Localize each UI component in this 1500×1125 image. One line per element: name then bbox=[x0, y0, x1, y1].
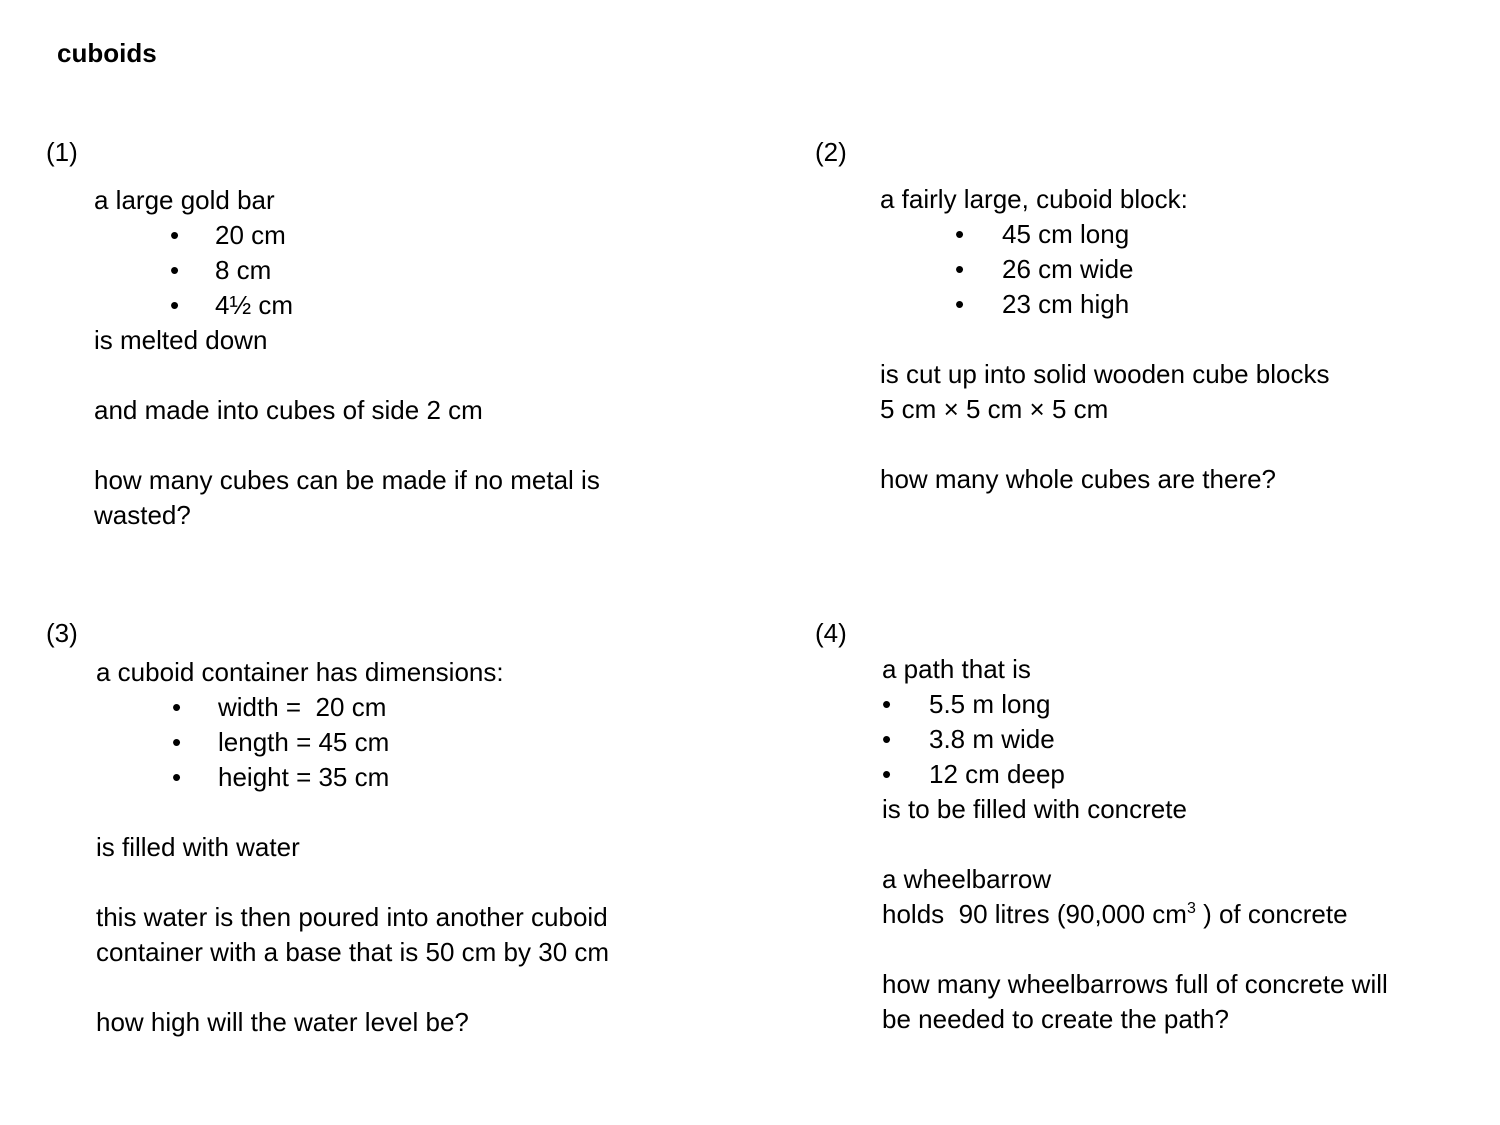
bullet-item: height = 35 cm bbox=[218, 762, 390, 792]
problem-line: and made into cubes of side 2 cm bbox=[94, 395, 483, 425]
bullet-icon: • bbox=[882, 689, 892, 719]
page-title: cuboids bbox=[57, 38, 157, 68]
problem-number: (1) bbox=[46, 137, 78, 167]
problem-line: is to be filled with concrete bbox=[882, 794, 1187, 824]
superscript: 3 bbox=[1186, 900, 1196, 917]
bullet-item: length = 45 cm bbox=[218, 727, 390, 757]
bullet-icon: • bbox=[172, 762, 182, 792]
problem-line: 5 cm × 5 cm × 5 cm bbox=[880, 394, 1109, 424]
bullet-icon: • bbox=[170, 290, 180, 320]
bullet-icon: • bbox=[882, 724, 892, 754]
bullet-item: 26 cm wide bbox=[1002, 254, 1134, 284]
problem-line: how high will the water level be? bbox=[96, 1007, 469, 1037]
problem-line: a path that is bbox=[882, 654, 1031, 684]
problem-number: (4) bbox=[815, 618, 847, 648]
bullet-icon: • bbox=[172, 727, 182, 757]
line-text: holds 90 litres (90,000 cm bbox=[882, 899, 1187, 929]
line-text-after: ) of concrete bbox=[1195, 899, 1348, 929]
bullet-item: 12 cm deep bbox=[929, 759, 1065, 789]
bullet-item: width = 20 cm bbox=[218, 692, 387, 722]
problem-line: is cut up into solid wooden cube blocks bbox=[880, 359, 1330, 389]
problem-line: how many cubes can be made if no metal is bbox=[94, 465, 600, 495]
problem-line: a fairly large, cuboid block: bbox=[880, 184, 1188, 214]
bullet-icon: • bbox=[955, 219, 965, 249]
bullet-item: 23 cm high bbox=[1002, 289, 1130, 319]
problem-line: is melted down bbox=[94, 325, 268, 355]
problem-line: is filled with water bbox=[96, 832, 300, 862]
problem-number: (3) bbox=[46, 618, 78, 648]
bullet-icon: • bbox=[172, 692, 182, 722]
problem-line: this water is then poured into another cuboid bbox=[96, 902, 608, 932]
problem-line: how many whole cubes are there? bbox=[880, 464, 1277, 494]
problem-number: (2) bbox=[815, 137, 847, 167]
bullet-icon: • bbox=[955, 289, 965, 319]
bullet-icon: • bbox=[882, 759, 892, 789]
problem-line: be needed to create the path? bbox=[882, 1004, 1229, 1034]
problem-line: a cuboid container has dimensions: bbox=[96, 657, 504, 687]
bullet-icon: • bbox=[170, 255, 180, 285]
problem-line: wasted? bbox=[94, 500, 191, 530]
problem-line: a wheelbarrow bbox=[882, 864, 1052, 894]
bullet-item: 3.8 m wide bbox=[929, 724, 1055, 754]
bullet-icon: • bbox=[955, 254, 965, 284]
bullet-item: 45 cm long bbox=[1002, 219, 1130, 249]
problem-line: container with a base that is 50 cm by 30 cm bbox=[96, 937, 610, 967]
bullet-item: 20 cm bbox=[215, 220, 286, 250]
problem-line: a large gold bar bbox=[94, 185, 275, 215]
bullet-item: 4½ cm bbox=[215, 290, 294, 320]
bullet-item: 5.5 m long bbox=[929, 689, 1051, 719]
bullet-icon: • bbox=[170, 220, 180, 250]
problem-line bbox=[882, 897, 1348, 931]
bullet-item: 8 cm bbox=[215, 255, 272, 285]
problem-line: how many wheelbarrows full of concrete will bbox=[882, 969, 1388, 999]
